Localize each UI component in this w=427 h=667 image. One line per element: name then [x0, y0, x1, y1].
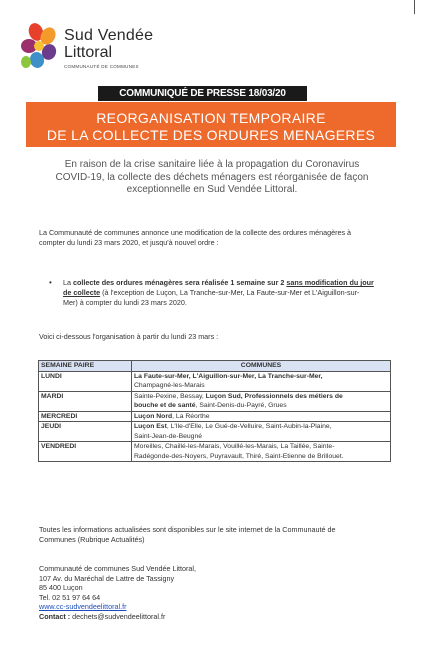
communes-bold: La Faute-sur-Mer, L'Aiguillon-sur-Mer, La Tranche-sur-Mer, — [134, 372, 323, 380]
intro-paragraph — [32, 159, 392, 197]
bullet-bold-text: collecte des ordures ménagères sera réalisée 1 semaine sur 2 — [73, 278, 285, 287]
contact-email: dechets@sudvendeelittoral.fr — [72, 611, 166, 621]
table-intro-line: Voici ci-dessous l'organisation à partir du lundi 23 mars : — [39, 332, 219, 341]
bullet-line1 — [63, 278, 374, 288]
table-row — [39, 391, 391, 411]
contact-phone: Tel. 02 51 97 64 64 — [39, 592, 101, 602]
footer-info-line: Toutes les informations actualisées sont disponibles sur le site internet de la Communauté de — [39, 525, 336, 534]
communes-text: , Saint-Denis-du-Payré, Grues — [195, 402, 287, 409]
bullet-underlined-text: sans modification du jour — [286, 278, 374, 287]
communes-bold: Luçon Nord — [134, 412, 173, 420]
intro-line: exceptionnelle en Sud Vendée Littoral. — [126, 184, 298, 195]
communes-line: Radégonde-des-Noyers, Puyravault, Thiré, Saint-Etienne de Brillouet. — [134, 452, 344, 460]
communes-text: , La Réorthe — [172, 412, 210, 420]
announcement-line: La Communauté de communes annonce une modification de la collecte des ordures ménagères à — [39, 228, 352, 237]
announcement-line: compter du lundi 23 mars 2020, et jusqu'à nouvel ordre : — [39, 238, 219, 247]
header-semaine-paire: SEMAINE PAIRE — [39, 361, 132, 372]
logo-name-line1: Sud Vendée — [64, 27, 154, 44]
footer-info-paragraph — [39, 525, 335, 545]
contact-label: Contact : — [39, 611, 71, 621]
communes-text: Sainte-Pexine, Bessay, — [134, 392, 206, 400]
logo — [20, 22, 170, 82]
row-day: LUNDI — [39, 371, 132, 391]
communes-line: Saint-Jean-de-Beugné — [134, 432, 203, 440]
announcement-paragraph — [39, 228, 351, 248]
table-row — [39, 371, 391, 391]
table-row — [39, 422, 391, 442]
row-communes — [132, 411, 391, 422]
banner-title-line1: REORGANISATION TEMPORAIRE — [96, 110, 326, 126]
table-row — [39, 442, 391, 462]
contact-block — [39, 564, 196, 621]
logo-subtitle: COMMUNAUTÉ DE COMMUNES — [64, 64, 139, 69]
communes-bold: Luçon Est — [134, 423, 167, 430]
contact-address: 107 Av. du Maréchal de Lattre de Tassigny — [39, 573, 175, 583]
bullet-line2 — [63, 288, 359, 298]
logo-name-line2: Littoral — [64, 44, 113, 61]
logo-flower-icon — [20, 22, 64, 74]
page-edge-line — [414, 0, 415, 14]
bullet-underlined-text-2: de collecte — [63, 288, 101, 297]
intro-line: En raison de la crise sanitaire liée à la propagation du Coronavirus — [64, 159, 360, 170]
communes-text: , L'Ile-d'Elle, Le Gué-de-Velluire, Saint-Aubin-la-Plaine, — [166, 423, 332, 430]
press-release-label: COMMUNIQUÉ DE PRESSE 18/03/20 — [98, 86, 307, 101]
footer-info-line: Communes (Rubrique Actualités) — [39, 535, 145, 544]
row-day: MERCREDI — [39, 411, 132, 422]
row-communes — [132, 371, 391, 391]
row-day: MARDI — [39, 391, 132, 411]
contact-city: 85 400 Luçon — [39, 583, 83, 592]
row-day: JEUDI — [39, 422, 132, 442]
website-link[interactable]: www.cc-sudvendeelittoral.fr — [39, 602, 127, 611]
table-intro-text — [39, 332, 218, 342]
row-day: VENDREDI — [39, 442, 132, 462]
schedule-table — [38, 360, 391, 462]
row-communes — [132, 422, 391, 442]
row-communes — [132, 391, 391, 411]
banner-title-line2: DE LA COLLECTE DES ORDURES MENAGERES — [46, 127, 376, 143]
communes-bold: Luçon Sud, Professionnels des métiers de — [205, 392, 343, 400]
header-communes: COMMUNES — [132, 361, 391, 372]
bullet-dot-icon: • — [49, 278, 52, 287]
table-row — [39, 411, 391, 422]
title-banner — [26, 102, 396, 147]
intro-line: COVID-19, la collecte des déchets ménagers est réorganisée de façon — [55, 171, 369, 183]
bullet-rest-text: (à l'exception de Luçon, La Tranche-sur-Mer, La Faute-sur-Mer et L'Aiguillon-sur- — [100, 288, 360, 297]
bullet-text-pre: La — [63, 278, 73, 287]
communes-bold-2: bouche et de santé — [134, 402, 196, 409]
contact-org: Communauté de communes Sud Vendée Littoral, — [39, 564, 197, 573]
communes-line: Moreilles, Chaillé-les-Marais, Vouillé-les-Marais, La Taillée, Sainte- — [134, 443, 335, 450]
communes-line: Champagné-les-Marais — [134, 382, 205, 389]
bullet-line3: Mer) à compter du lundi 23 mars 2020. — [63, 298, 187, 307]
table-header-row — [39, 361, 391, 372]
row-communes — [132, 442, 391, 462]
